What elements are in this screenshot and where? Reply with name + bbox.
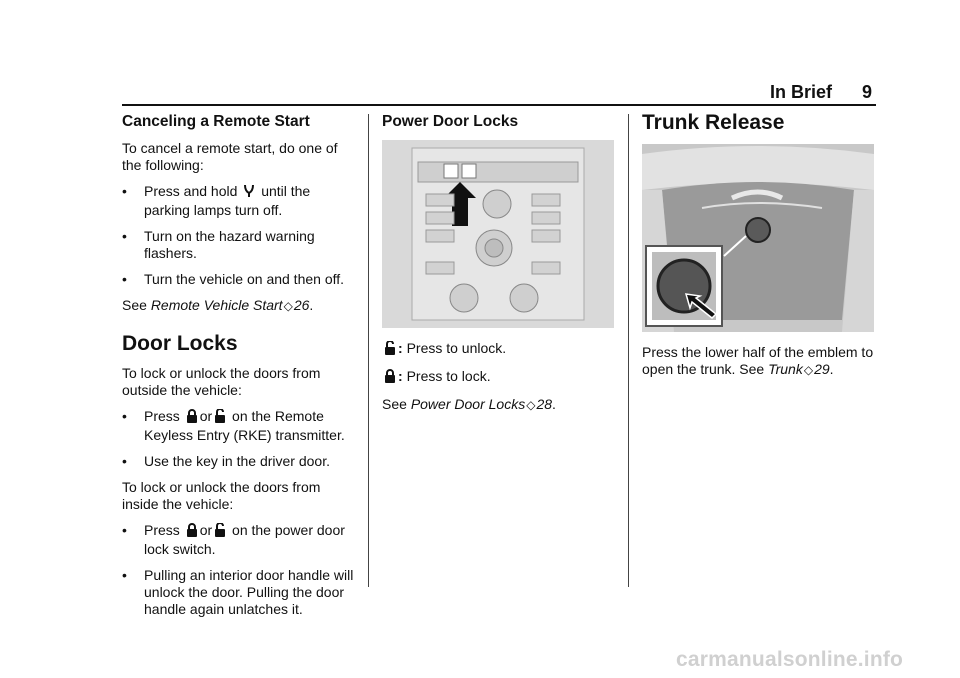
lock-instruction: : Press to lock. — [382, 368, 618, 387]
xref-arrow-icon: ◇ — [803, 363, 814, 377]
power-locks-see-reference: See Power Door Locks◇28. — [382, 396, 556, 412]
list-item: • Press or on the Remote Keyless Entry (RKE) transmitter. — [122, 408, 345, 443]
unlock-icon — [214, 523, 226, 541]
column-middle — [382, 110, 618, 423]
bullet-mark: • — [122, 183, 127, 199]
inside-intro: To lock or unlock the doors from inside the vehicle: — [122, 479, 321, 512]
list-item: • Turn the vehicle on and then off. — [122, 271, 345, 287]
trunk-instruction: Press the lower half of the emblem to open the trunk. See Trunk◇29. — [642, 344, 874, 377]
section-title: In Brief — [770, 82, 833, 102]
cross-reference-link[interactable]: Power Door Locks — [410, 396, 526, 412]
list-item: • Press or on the power door lock switch. — [122, 522, 345, 557]
list-item: • Use the key in the driver door. — [122, 453, 330, 469]
list-item: • Pulling an interior door handle will unlock the door. Pulling the door handle again unlatches it. — [122, 567, 354, 617]
column-right — [642, 110, 878, 388]
list-item: • Turn on the hazard warning flashers. — [122, 228, 315, 261]
trunk-release-figure — [642, 144, 874, 332]
power-door-locks-heading: Power Door Locks — [382, 113, 519, 130]
unlock-icon — [384, 341, 396, 359]
lock-icon — [186, 523, 198, 541]
unlock-instruction: : Press to unlock. — [382, 340, 618, 359]
cancel-remote-start-heading: Canceling a Remote Start — [122, 113, 310, 130]
cancel-see-reference: See Remote Vehicle Start◇26. — [122, 297, 314, 313]
xref-arrow-icon: ◇ — [526, 398, 536, 412]
cross-reference-link[interactable]: Remote Vehicle Start — [150, 297, 283, 313]
column-divider-2 — [628, 114, 629, 587]
page-number: 9 — [862, 82, 873, 102]
outside-intro: To lock or unlock the doors from outside the vehicle: — [122, 365, 321, 398]
cancel-intro: To cancel a remote start, do one of the following: — [122, 140, 338, 173]
door-locks-heading: Door Locks — [122, 332, 238, 355]
xref-arrow-icon: ◇ — [283, 299, 293, 313]
unlock-icon — [214, 409, 226, 427]
column-left — [122, 110, 358, 627]
remote-start-icon — [243, 184, 255, 202]
trunk-release-heading: Trunk Release — [642, 111, 785, 134]
column-divider-1 — [368, 114, 369, 587]
power-door-lock-switch-figure — [382, 140, 614, 328]
cross-reference-link[interactable]: Trunk — [768, 361, 803, 377]
header-rule — [122, 104, 876, 106]
lock-icon — [186, 409, 198, 427]
page-header — [0, 0, 960, 106]
list-item: • Press and hold until the parking lamps turn off. — [122, 183, 311, 218]
lock-icon — [384, 369, 396, 387]
watermark: carmanualsonline.info — [676, 648, 904, 671]
